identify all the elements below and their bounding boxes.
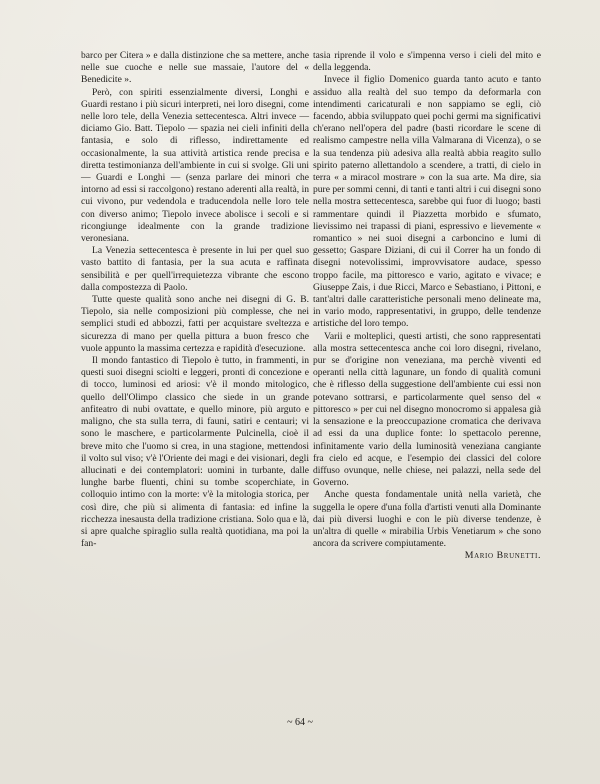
paragraph: Varii e molteplici, questi artisti, che sono rappresentati alla mostra settecentesca anche coi loro disegni, rivelano, pur se d'origine non veneziana, ma perchè viventi ed operanti nella città lagunare, un fondo di qualità comuni che è riflesso della suggestione dell'ambiente cui essi non potevano sottrarsi, e particolarmente quel senso del « pittoresco » per cui nel disegno monocromo si appalesa già la sensazione e la preoccupazione cromatica che derivava ad essi da una duplice fonte: lo spettacolo perenne, infinitamente vario della luminosità veneziana cangiante fra cielo ed acque, e l'esempio dei classici del colore diffuso ovunque, nelle chiese, nei palazzi, nella sede del Governo. bbox=[313, 330, 541, 489]
page-number: ~ 64 ~ bbox=[287, 717, 313, 728]
paragraph: Tutte queste qualità sono anche nei disegni di G. B. Tiepolo, sia nelle composizioni più complesse, che nei semplici studi ed abbozzi, fatti per acquistare sveltezza e sicurezza di mano per quella pittura a buon fresco che vuole appunto la massima certezza e rapidità d'esecuzione. bbox=[81, 294, 309, 354]
left-column bbox=[81, 50, 309, 550]
right-column bbox=[313, 50, 541, 563]
paragraph: Invece il figlio Domenico guarda tanto acuto e tanto assiduo alla realtà del suo tempo da deformarla con intendimenti caricaturali e non sappiamo se egli, ciò facendo, abbia sviluppato quei pochi germi ma significativi ch'erano nell'opera del padre (basti ricordare le scene di realismo campestre nella villa Valmarana di Vicenza), o se la sua tendenza più adesiva alla realtà abbia reagito sullo spirito paterno allettandolo a scendere, a tratti, di cielo in terra « a miracol mostrare » con la sua arte. Ma dire, sia pure per sommi cenni, di tanti e tanti altri i cui disegni sono nella mostra settecentesca, sarebbe qui fuor di luogo; basti rammentare quindi il Piazzetta morbido e sfumato, lievissimo nei trapassi di piani, espressivo e lievemente « romantico » nei suoi disegni a carboncino e lumi di gessetto; Gaspare Diziani, di cui il Correr ha un fondo di disegni notevolissimi, improvvisatore audace, spesso troppo facile, ma pittoresco e vario, agitato e vivace; e Giuseppe Zais, i due Ricci, Marco e Sebastiano, i Pittoni, e tant'altri dalle caratteristiche personali meno delineate ma, in vario modo, rappresentativi, in gruppo, delle tendenze artistiche del loro tempo. bbox=[313, 74, 541, 330]
paragraph: Il mondo fantastico di Tiepolo è tutto, in frammenti, in questi suoi disegni sciolti e leggeri, pronti di concezione e di tocco, luminosi ed ariosi: v'è il mondo mitologico, quello dell'Olimpo classico che siede in un grande anfiteatro di nubi ovattate, e quello minore, più arguto e maligno, che sta sulla terra, di fauni, satiri e centauri; vi sono le maschere, e particolarmente Pulcinella, cioè il breve mito che l'uomo si crea, in una stagione, mettendosi il volto sul viso; v'è l'Oriente dei magi e dei visionari, degli allucinati e dei contemplatori: uomini in turbante, dalle lunghe barbe fluenti, chini su tombe scoperchiate, in colloquio intimo con la morte: v'è la mitologia storica, per così dire, che più si alimenta di fantasia: ed infine la ricchezza inesausta della tradizione cristiana. Solo qua e là, si apre qualche spiraglio sulla realtà quotidiana, ma poi la fan- bbox=[81, 355, 309, 550]
paragraph: tasia riprende il volo e s'impenna verso i cieli del mito e della leggenda. bbox=[313, 50, 541, 74]
paragraph: Anche questa fondamentale unità nella varietà, che suggella le opere d'una folla d'artisti venuti alla Dominante dai più diversi luoghi e con le più diverse tendenze, è un'altra di quelle « mirabilia Urbis Venetiarum » che sono ancora da scrivere compiutamente. bbox=[313, 489, 541, 550]
paragraph: barco per Citera » e dalla distinzione che sa mettere, anche nelle sue cuoche e nelle sue massaie, l'autore del « Benedicite ». bbox=[81, 50, 309, 86]
author-signature: Mario Brunetti. bbox=[464, 550, 541, 562]
paragraph: Però, con spiriti essenzialmente diversi, Longhi e Guardi restano i più sicuri interpreti, nei loro disegni, come nelle loro tele, della Venezia settecentesca. Altri invece — diciamo Gio. Batt. Tiepolo — spazia nei cieli infiniti della fantasia, e solo di riflesso, indirettamente ed occasionalmente, la sua attività artistica rende precisa e diretta testimonianza dell'ambiente in cui si svolge. Gli uni — Guardi e Longhi — (senza parlare dei minori che intorno ad essi si raccolgono) restano aderenti alla realtà, in cui vivono, pur vedendola e traducendola nelle loro tele con diverso animo; Tiepolo invece abolisce i secoli e si ricongiunge idealmente con la grande tradizione veronesiana. bbox=[81, 86, 309, 245]
paragraph: La Venezia settecentesca è presente in lui per quel suo vasto battito di fantasia, per la sua acuta e raffinata sensibilità e per quell'irrequietezza vibrante che escono dalla compostezza di Paolo. bbox=[81, 245, 309, 293]
